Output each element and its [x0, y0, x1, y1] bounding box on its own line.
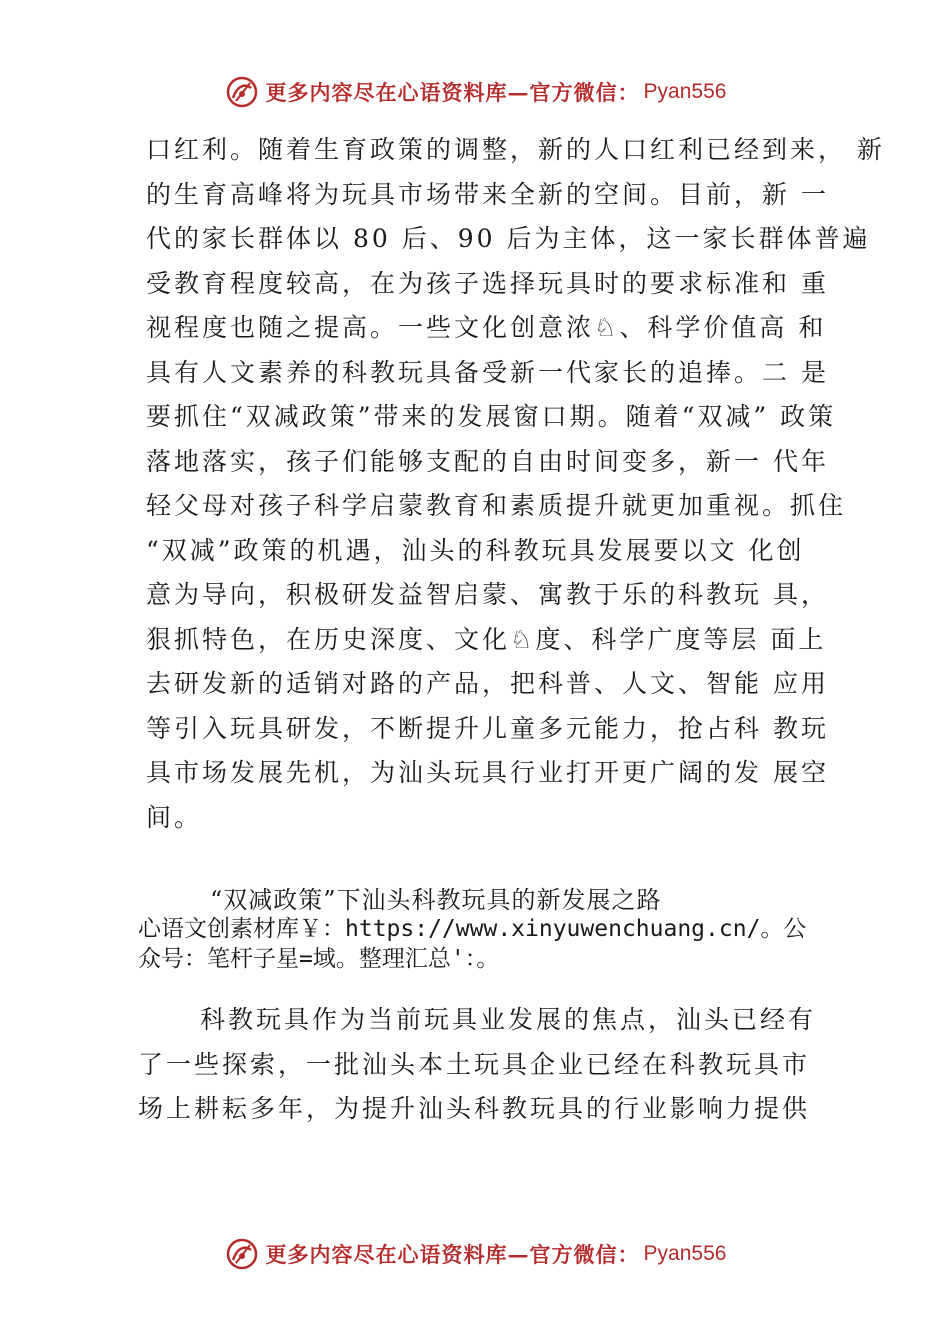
banner-text: 更多内容尽在心语资料库—官方微信： [265, 1242, 640, 1267]
text-line: 去研发新的适销对路的产品，把科普、人文、智能 应用 [146, 669, 829, 698]
text-line: 科教玩具作为当前玩具业发展的焦点，汕头已经有 [200, 1005, 817, 1034]
text-line: 代的家长群体以 80 后、90 后为主体，这一家长群体普遍 [146, 224, 871, 253]
text-line: 具有人文素养的科教玩具备受新一代家长的追捧。二 是 [146, 357, 829, 387]
brand-logo-icon [224, 1236, 260, 1272]
text-line: 落地落实，孩子们能够支配的自由时间变多，新一 代年 [146, 446, 829, 476]
text-line: 等引入玩具研发，不断提升儿童多元能力，抢占科 教玩 [146, 713, 829, 743]
text-line: 场上耕耘多年，为提升汕头科教玩具的行业影响力提供 [138, 1094, 811, 1123]
text-line: 受教育程度较高，在为孩子选择玩具时的要求标准和 重 [146, 268, 829, 298]
source-line: 众号：笔杆子星=域。整理汇总'：。 [138, 946, 500, 972]
banner-text: 更多内容尽在心语资料库—官方微信： [265, 80, 640, 105]
text-line: 间。 [146, 802, 203, 832]
banner-wechat-id: Pyan556 [643, 80, 727, 103]
section-heading: “双减政策”下汕头科教玩具的新发展之路 [210, 886, 662, 914]
text-line: 要抓住“双减政策”带来的发展窗口期。随着“双减” 政策 [146, 402, 837, 431]
text-line: 具市场发展先机，为汕头玩具行业打开更广阔的发 展空 [146, 758, 829, 787]
footer-banner [0, 1232, 950, 1276]
text-line: 轻父母对孩子科学启蒙教育和素质提升就更加重视。抓住 [146, 491, 847, 520]
source-note [138, 914, 858, 974]
text-line: 口红利。随着生育政策的调整，新的人口红利已经到来， 新 [146, 135, 885, 164]
text-line: 意为导向，积极研发益智启蒙、寓教于乐的科教玩 具， [146, 580, 829, 609]
text-line: 狠抓特色，在历史深度、文化♘度、科学广度等层 面上 [146, 624, 827, 654]
source-line: 心语文创素材库￥：https://www.xinyuwenchuang.cn/。公 [138, 916, 807, 942]
text-line: 视程度也随之提高。一些文化创意浓⁨♘⁩、科学价值高 和 [146, 313, 827, 342]
text-line: 了一些探索，一批汕头本土玩具企业已经在科教玩具市 [138, 1049, 811, 1079]
banner-wechat-id: Pyan556 [643, 1242, 727, 1265]
paragraph-2 [138, 998, 838, 1132]
header-banner [0, 70, 950, 114]
brand-logo-icon [224, 74, 260, 110]
paragraph-1 [146, 128, 885, 840]
text-line: “双减”政策的机遇，汕头的科教玩具发展要以文 化创 [146, 535, 805, 565]
text-line: 的生育高峰将为玩具市场带来全新的空间。目前，新 一 [146, 179, 829, 209]
